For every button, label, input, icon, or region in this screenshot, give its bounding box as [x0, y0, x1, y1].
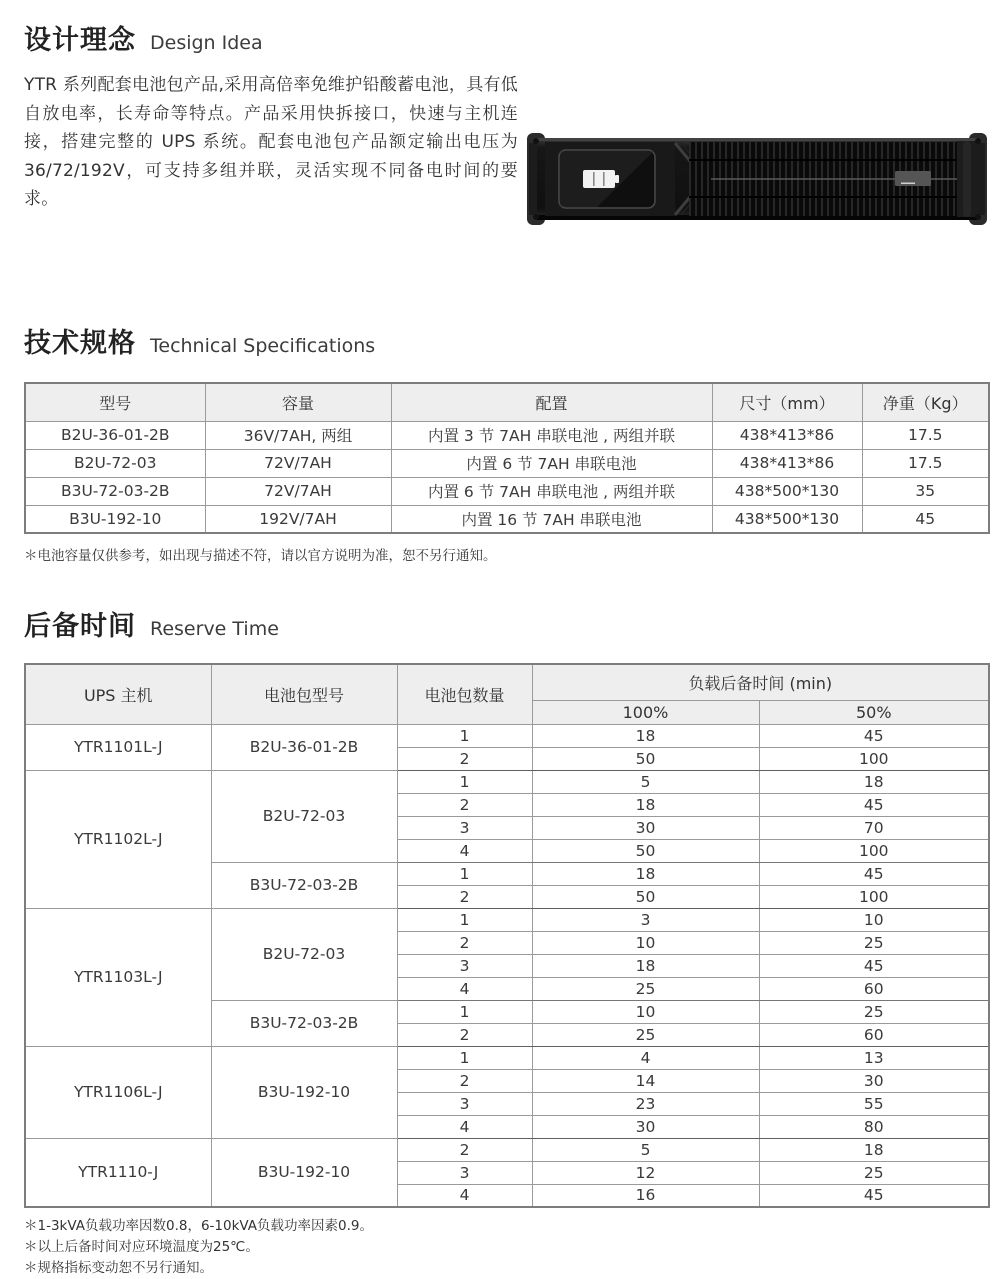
ups-host-cell: YTR1110-J: [25, 1138, 211, 1207]
reserve-time-footnotes: [24, 1216, 976, 1279]
time-100-cell: 23: [532, 1092, 759, 1115]
time-50-cell: 100: [759, 885, 989, 908]
brand-logo: [895, 171, 931, 186]
tech-cell-4: 17.5: [862, 449, 989, 477]
time-50-cell: 18: [759, 1138, 989, 1161]
tech-cell-3: 438*413*86: [712, 449, 862, 477]
tech-cell-4: 17.5: [862, 421, 989, 449]
time-100-cell: 10: [532, 1000, 759, 1023]
pack-count-cell: 1: [397, 770, 532, 793]
tech-specs-heading: [24, 321, 976, 360]
reserve-time-heading: [24, 604, 976, 643]
tech-cell-0: B3U-192-10: [25, 505, 205, 533]
pack-count-cell: 1: [397, 862, 532, 885]
time-100-cell: 50: [532, 747, 759, 770]
time-100-cell: 50: [532, 885, 759, 908]
time-50-cell: 80: [759, 1115, 989, 1138]
time-50-cell: 60: [759, 1023, 989, 1046]
time-100-cell: 18: [532, 862, 759, 885]
design-idea-heading: [24, 18, 976, 57]
pack-model-cell: B2U-36-01-2B: [211, 724, 397, 770]
tech-col-0: 型号: [25, 383, 205, 421]
time-100-cell: 30: [532, 816, 759, 839]
pack-count-cell: 3: [397, 954, 532, 977]
pack-model-cell: B3U-192-10: [211, 1138, 397, 1207]
pack-model-cell: B3U-72-03-2B: [211, 862, 397, 908]
tech-cell-2: 内置 3 节 7AH 串联电池 , 两组并联: [391, 421, 712, 449]
reserve-row: [25, 1046, 989, 1069]
time-100-cell: 10: [532, 931, 759, 954]
time-50-cell: 100: [759, 747, 989, 770]
time-100-cell: 3: [532, 908, 759, 931]
time-50-cell: 70: [759, 816, 989, 839]
tech-col-1: 容量: [205, 383, 391, 421]
tech-cell-1: 36V/7AH, 两组: [205, 421, 391, 449]
battery-pack-product-image: [527, 133, 987, 229]
reserve-time-title-zh: 后备时间: [24, 611, 136, 642]
tech-specs-header-row: [25, 383, 989, 421]
tech-cell-2: 内置 16 节 7AH 串联电池: [391, 505, 712, 533]
battery-icon: [583, 170, 619, 188]
pack-count-cell: 1: [397, 908, 532, 931]
design-idea-paragraph: YTR 系列配套电池包产品,采用高倍率免维护铅酸蓄电池，具有低自放电率，长寿命等特点。产品采用快拆接口，快速与主机连接，搭建完整的 UPS 系统。配套电池包产品额定输出电压为 36/72/192V，可支持多组并联，灵活实现不同备电时间的要求。: [24, 75, 518, 209]
time-100-cell: 18: [532, 954, 759, 977]
pack-count-cell: 2: [397, 747, 532, 770]
tech-cell-0: B2U-36-01-2B: [25, 421, 205, 449]
reserve-row: [25, 770, 989, 793]
pack-model-cell: B2U-72-03: [211, 770, 397, 862]
pack-count-cell: 1: [397, 1000, 532, 1023]
tech-col-2: 配置: [391, 383, 712, 421]
col-load-50: 50%: [759, 700, 989, 724]
time-50-cell: 45: [759, 862, 989, 885]
time-100-cell: 18: [532, 724, 759, 747]
intro-row: [24, 71, 976, 289]
tech-spec-row: [25, 505, 989, 533]
col-load-100: 100%: [532, 700, 759, 724]
design-idea-title-zh: 设计理念: [24, 25, 136, 56]
pack-count-cell: 4: [397, 1115, 532, 1138]
ups-host-cell: YTR1103L-J: [25, 908, 211, 1046]
time-50-cell: 25: [759, 1161, 989, 1184]
pack-count-cell: 3: [397, 1092, 532, 1115]
pack-count-cell: 2: [397, 931, 532, 954]
time-50-cell: 45: [759, 724, 989, 747]
pack-count-cell: 2: [397, 885, 532, 908]
time-50-cell: 30: [759, 1069, 989, 1092]
tech-col-3: 尺寸（mm）: [712, 383, 862, 421]
reserve-time-title-en: Reserve Time: [150, 618, 279, 640]
ups-host-cell: YTR1101L-J: [25, 724, 211, 770]
time-100-cell: 5: [532, 770, 759, 793]
reserve-time-table: [24, 663, 990, 1208]
time-50-cell: 45: [759, 1184, 989, 1207]
time-50-cell: 10: [759, 908, 989, 931]
tech-cell-1: 72V/7AH: [205, 477, 391, 505]
design-idea-title-en: Design Idea: [150, 32, 263, 54]
time-100-cell: 25: [532, 977, 759, 1000]
reserve-footnote-1: ＊1-3kVA负载功率因数0.8，6-10kVA负载功率因素0.9。: [24, 1218, 373, 1234]
pack-count-cell: 4: [397, 977, 532, 1000]
tech-specs-title-zh: 技术规格: [24, 328, 136, 359]
reserve-header-row-1: [25, 664, 989, 700]
tech-spec-row: [25, 449, 989, 477]
pack-count-cell: 1: [397, 1046, 532, 1069]
tech-cell-0: B2U-72-03: [25, 449, 205, 477]
tech-spec-row: [25, 477, 989, 505]
time-100-cell: 30: [532, 1115, 759, 1138]
tech-spec-row: [25, 421, 989, 449]
col-pack-count: 电池包数量: [397, 664, 532, 724]
tech-cell-1: 72V/7AH: [205, 449, 391, 477]
tech-cell-4: 35: [862, 477, 989, 505]
tech-cell-3: 438*500*130: [712, 505, 862, 533]
reserve-footnote-3: ＊规格指标变动恕不另行通知。: [24, 1260, 213, 1276]
time-50-cell: 100: [759, 839, 989, 862]
tech-specs-footnote: ＊电池容量仅供参考，如出现与描述不符，请以官方说明为准，恕不另行通知。: [24, 548, 497, 564]
tech-cell-2: 内置 6 节 7AH 串联电池 , 两组并联: [391, 477, 712, 505]
tech-cell-4: 45: [862, 505, 989, 533]
pack-count-cell: 2: [397, 793, 532, 816]
ups-host-cell: YTR1106L-J: [25, 1046, 211, 1138]
time-100-cell: 12: [532, 1161, 759, 1184]
pack-count-cell: 2: [397, 1069, 532, 1092]
tech-specs-title-en: Technical Specifications: [150, 335, 376, 357]
col-ups-host: UPS 主机: [25, 664, 211, 724]
pack-count-cell: 3: [397, 1161, 532, 1184]
pack-model-cell: B3U-72-03-2B: [211, 1000, 397, 1046]
time-100-cell: 50: [532, 839, 759, 862]
time-100-cell: 25: [532, 1023, 759, 1046]
pack-count-cell: 2: [397, 1138, 532, 1161]
col-load-reserve-time: 负载后备时间 (min): [532, 664, 989, 700]
pack-model-cell: B2U-72-03: [211, 908, 397, 1000]
tech-cell-3: 438*413*86: [712, 421, 862, 449]
time-50-cell: 25: [759, 1000, 989, 1023]
time-50-cell: 45: [759, 954, 989, 977]
tech-cell-0: B3U-72-03-2B: [25, 477, 205, 505]
time-100-cell: 16: [532, 1184, 759, 1207]
tech-col-4: 净重（Kg）: [862, 383, 989, 421]
tech-specs-section: [24, 321, 976, 564]
time-100-cell: 4: [532, 1046, 759, 1069]
reserve-footnote-2: ＊以上后备时间对应环境温度为25℃。: [24, 1239, 259, 1255]
time-50-cell: 60: [759, 977, 989, 1000]
time-50-cell: 18: [759, 770, 989, 793]
pack-count-cell: 4: [397, 839, 532, 862]
time-100-cell: 18: [532, 793, 759, 816]
ups-host-cell: YTR1102L-J: [25, 770, 211, 908]
time-50-cell: 45: [759, 793, 989, 816]
time-50-cell: 25: [759, 931, 989, 954]
pack-count-cell: 2: [397, 1023, 532, 1046]
time-50-cell: 13: [759, 1046, 989, 1069]
time-100-cell: 5: [532, 1138, 759, 1161]
pack-count-cell: 1: [397, 724, 532, 747]
reserve-row: [25, 724, 989, 747]
tech-specs-table: [24, 382, 990, 534]
time-100-cell: 14: [532, 1069, 759, 1092]
col-pack-model: 电池包型号: [211, 664, 397, 724]
pack-count-cell: 3: [397, 816, 532, 839]
reserve-time-section: [24, 604, 976, 1279]
time-50-cell: 55: [759, 1092, 989, 1115]
reserve-row: [25, 1138, 989, 1161]
pack-model-cell: B3U-192-10: [211, 1046, 397, 1138]
tech-cell-3: 438*500*130: [712, 477, 862, 505]
tech-cell-1: 192V/7AH: [205, 505, 391, 533]
pack-count-cell: 4: [397, 1184, 532, 1207]
tech-cell-2: 内置 6 节 7AH 串联电池: [391, 449, 712, 477]
reserve-row: [25, 908, 989, 931]
